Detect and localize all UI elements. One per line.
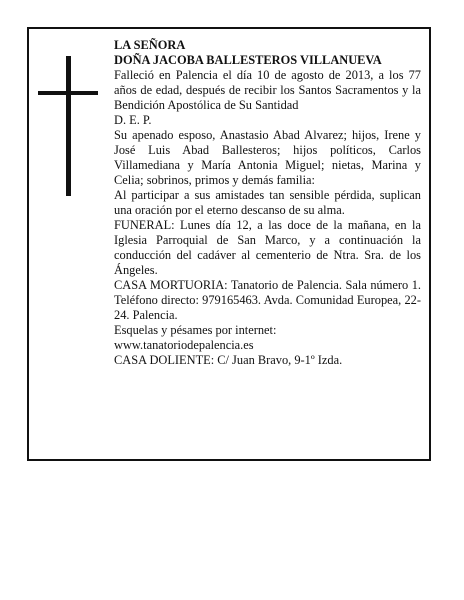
online-condolences-label: Esquelas y pésames por internet: — [114, 323, 277, 337]
death-statement: Falleció en Palencia el día 10 de agosto de 2013, a los 77 años de edad, después de recibir los Santos Sacramentos y la Bendición Apostólica de Su Santidad — [114, 68, 421, 112]
latin-cross-icon — [38, 56, 98, 196]
family-list: Su apenado esposo, Anastasio Abad Alvarez; hijos, Irene y José Luis Abad Ballesteros; hijos políticos, Carlos Villamediana y María Antonia Miguel; nietas, Marina y Celia; sobrinos, primos y demás familia: — [114, 128, 421, 187]
heading: LA SEÑORA — [114, 38, 186, 52]
prayer-request: Al participar a sus amistades tan sensible pérdida, suplican una oración por el eterno descanso de su alma. — [114, 188, 421, 217]
mortuary-details: CASA MORTUORIA: Tanatorio de Palencia. Sala número 1. Teléfono directo: 979165463. Avda. Comunidad Europea, 22-24. Palencia. — [114, 278, 421, 322]
cross-horizontal-bar — [38, 91, 98, 95]
funeral-details: FUNERAL: Lunes día 12, a las doce de la mañana, en la Iglesia Parroquial de San Marco, y a continuación la conducción del cadáver al cementerio de Ntra. Sra. de los Ángeles. — [114, 218, 421, 277]
cross-vertical-bar — [66, 56, 71, 196]
obituary-text — [114, 38, 421, 368]
deceased-name: DOÑA JACOBA BALLESTEROS VILLANUEVA — [114, 53, 382, 67]
family-home-address: CASA DOLIENTE: C/ Juan Bravo, 9-1º Izda. — [114, 353, 343, 367]
website-link[interactable]: www.tanatoriodepalencia.es — [114, 338, 254, 352]
dep-text: D. E. P. — [114, 113, 152, 127]
